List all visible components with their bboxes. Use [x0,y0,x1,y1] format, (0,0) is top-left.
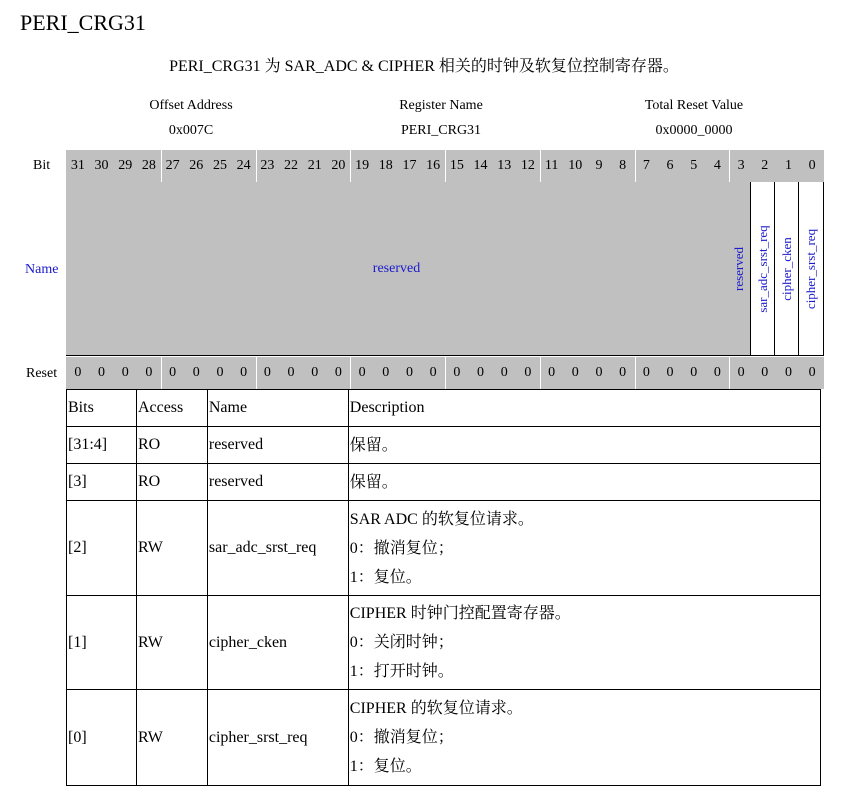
nibble-separator [161,357,162,389]
bit-number: 21 [307,158,322,173]
row-access: RW [136,501,207,596]
nibble-separator [256,357,257,389]
description-line: 0：撤消复位； [349,729,454,746]
reset-bit-value: 0 [311,365,319,380]
row-description [348,596,820,690]
reset-bit-value: 0 [808,365,816,380]
bit-number: 0 [808,158,816,173]
description-line: 保留。 [349,436,398,454]
reset-bit-value: 0 [240,365,248,380]
register-name-label: Register Name [399,98,483,113]
header-name: Name [207,390,348,427]
nibble-separator [445,357,446,389]
nibble-separator [729,150,730,182]
bit-number: 2 [761,158,769,173]
register-subtitle: PERI_CRG31 为 SAR_ADC & CIPHER 相关的时钟及软复位控制寄存器。 [169,58,679,75]
bit-number: 31 [70,158,85,173]
bit-number: 23 [260,158,275,173]
description-line: 1：打开时钟。 [349,663,454,680]
reset-bit-value: 0 [500,365,508,380]
bit3-field-name: reserved [730,246,746,291]
row-name: reserved [207,464,348,501]
table-row [67,596,821,690]
bit-number: 4 [713,158,721,173]
reset-bit-value: 0 [334,365,342,380]
table-header-row [67,390,821,427]
bit0-field [799,182,824,355]
bit-number: 30 [94,158,109,173]
reset-bit-value: 0 [429,365,437,380]
reset-bit-value: 0 [216,365,224,380]
bit-number: 5 [690,158,698,173]
bit-number: 26 [189,158,204,173]
reset-bit-value: 0 [74,365,82,380]
reset-bit-value: 0 [571,365,579,380]
reset-bit-value: 0 [358,365,366,380]
table-row [67,501,821,596]
reset-value-row [66,357,824,389]
table-row [67,690,821,786]
bit-number: 27 [165,158,180,173]
reset-bit-value: 0 [737,365,745,380]
bit3-field [727,182,751,355]
bit-number: 10 [568,158,583,173]
bit-row-label: Bit [33,158,51,173]
nibble-separator [540,357,541,389]
reset-bit-value: 0 [548,365,556,380]
row-name: sar_adc_srst_req [207,501,348,596]
reset-bit-value: 0 [287,365,295,380]
bit-number: 24 [236,158,251,173]
bit-number: 18 [378,158,393,173]
reset-bit-value: 0 [453,365,461,380]
row-access: RO [136,427,207,464]
reset-value-value: 0x0000_0000 [655,123,733,138]
reset-bit-value: 0 [169,365,177,380]
reserved-field-label: reserved [372,260,421,276]
reset-bit-value: 0 [524,365,532,380]
bit-number: 3 [737,158,745,173]
table-row [67,427,821,464]
reset-bit-value: 0 [477,365,485,380]
reset-bit-value: 0 [784,365,792,380]
bit-number: 20 [331,158,346,173]
row-bits: [0] [67,690,137,786]
reset-bit-value: 0 [192,365,200,380]
row-access: RO [136,464,207,501]
bit-number: 6 [666,158,674,173]
reset-bit-value: 0 [263,365,271,380]
reset-bit-value: 0 [713,365,721,380]
row-name: reserved [207,427,348,464]
description-line: CIPHER 的软复位请求。 [349,700,523,717]
reset-bit-value: 0 [405,365,413,380]
reset-bit-value: 0 [690,365,698,380]
field-description-table [66,389,821,786]
offset-address-value: 0x007C [168,123,214,138]
row-description [348,501,820,596]
reset-bit-value: 0 [619,365,627,380]
row-bits: [3] [67,464,137,501]
bit1-field [775,182,799,355]
bit-number: 19 [355,158,370,173]
nibble-separator [256,150,257,182]
nibble-separator [350,357,351,389]
row-description [348,690,820,786]
reset-bit-value: 0 [666,365,674,380]
header-bits: Bits [67,390,137,427]
description-line: 1：复位。 [349,758,422,775]
nibble-separator [635,150,636,182]
bit-number: 16 [426,158,441,173]
bit2-field-name: sar_adc_srst_req [754,224,770,313]
bit-number: 17 [402,158,417,173]
nibble-separator [350,150,351,182]
header-access: Access [136,390,207,427]
description-line: 0：撤消复位； [349,539,454,557]
bit0-field-name: cipher_srst_req [803,228,818,309]
register-name-value: PERI_CRG31 [400,123,482,138]
row-access: RW [136,690,207,786]
reset-value-label: Total Reset Value [644,98,744,113]
bit-number: 13 [497,158,512,173]
bit-number: 25 [212,158,227,173]
field-name-row [66,182,824,356]
register-title: PERI_CRG31 [20,10,146,35]
bit-number-row [66,150,824,182]
bit-number: 29 [118,158,133,173]
row-bits: [1] [67,596,137,690]
bit-number: 1 [784,158,792,173]
bit-number: 28 [141,158,156,173]
bit-number: 9 [595,158,603,173]
description-line: CIPHER 时钟门控配置寄存器。 [349,605,571,622]
description-line: 0：关闭时钟； [349,634,454,651]
nibble-separator [729,357,730,389]
reset-bit-value: 0 [595,365,603,380]
bit-number: 11 [544,158,559,173]
table-row [67,464,821,501]
nibble-separator [161,150,162,182]
bit2-field [751,182,775,355]
reset-bit-value: 0 [382,365,390,380]
bit-number: 12 [520,158,535,173]
row-access: RW [136,596,207,690]
reset-bit-value: 0 [761,365,769,380]
nibble-separator [445,150,446,182]
row-description [348,427,820,464]
bit1-field-name: cipher_cken [778,236,794,301]
description-line: SAR ADC 的软复位请求。 [349,510,534,528]
reset-bit-value: 0 [642,365,650,380]
header-description: Description [348,390,820,427]
bit-number: 7 [642,158,650,173]
row-bits: [2] [67,501,137,596]
offset-address-label: Offset Address [149,98,233,113]
description-line: 1：复位。 [349,568,422,586]
nibble-separator [635,357,636,389]
row-name: cipher_cken [207,596,348,690]
reset-bit-value: 0 [121,365,129,380]
nibble-separator [540,150,541,182]
reserved-field-block [66,182,728,355]
bit-number: 15 [449,158,464,173]
row-description [348,464,820,501]
row-name: cipher_srst_req [207,690,348,786]
row-bits: [31:4] [67,427,137,464]
bit-number: 8 [619,158,627,173]
reset-bit-value: 0 [98,365,106,380]
bit-number: 14 [473,158,488,173]
bit-number: 22 [284,158,299,173]
name-row-label: Name [25,262,59,277]
reset-bit-value: 0 [145,365,153,380]
description-line: 保留。 [349,473,398,491]
reset-row-label: Reset [26,366,58,381]
